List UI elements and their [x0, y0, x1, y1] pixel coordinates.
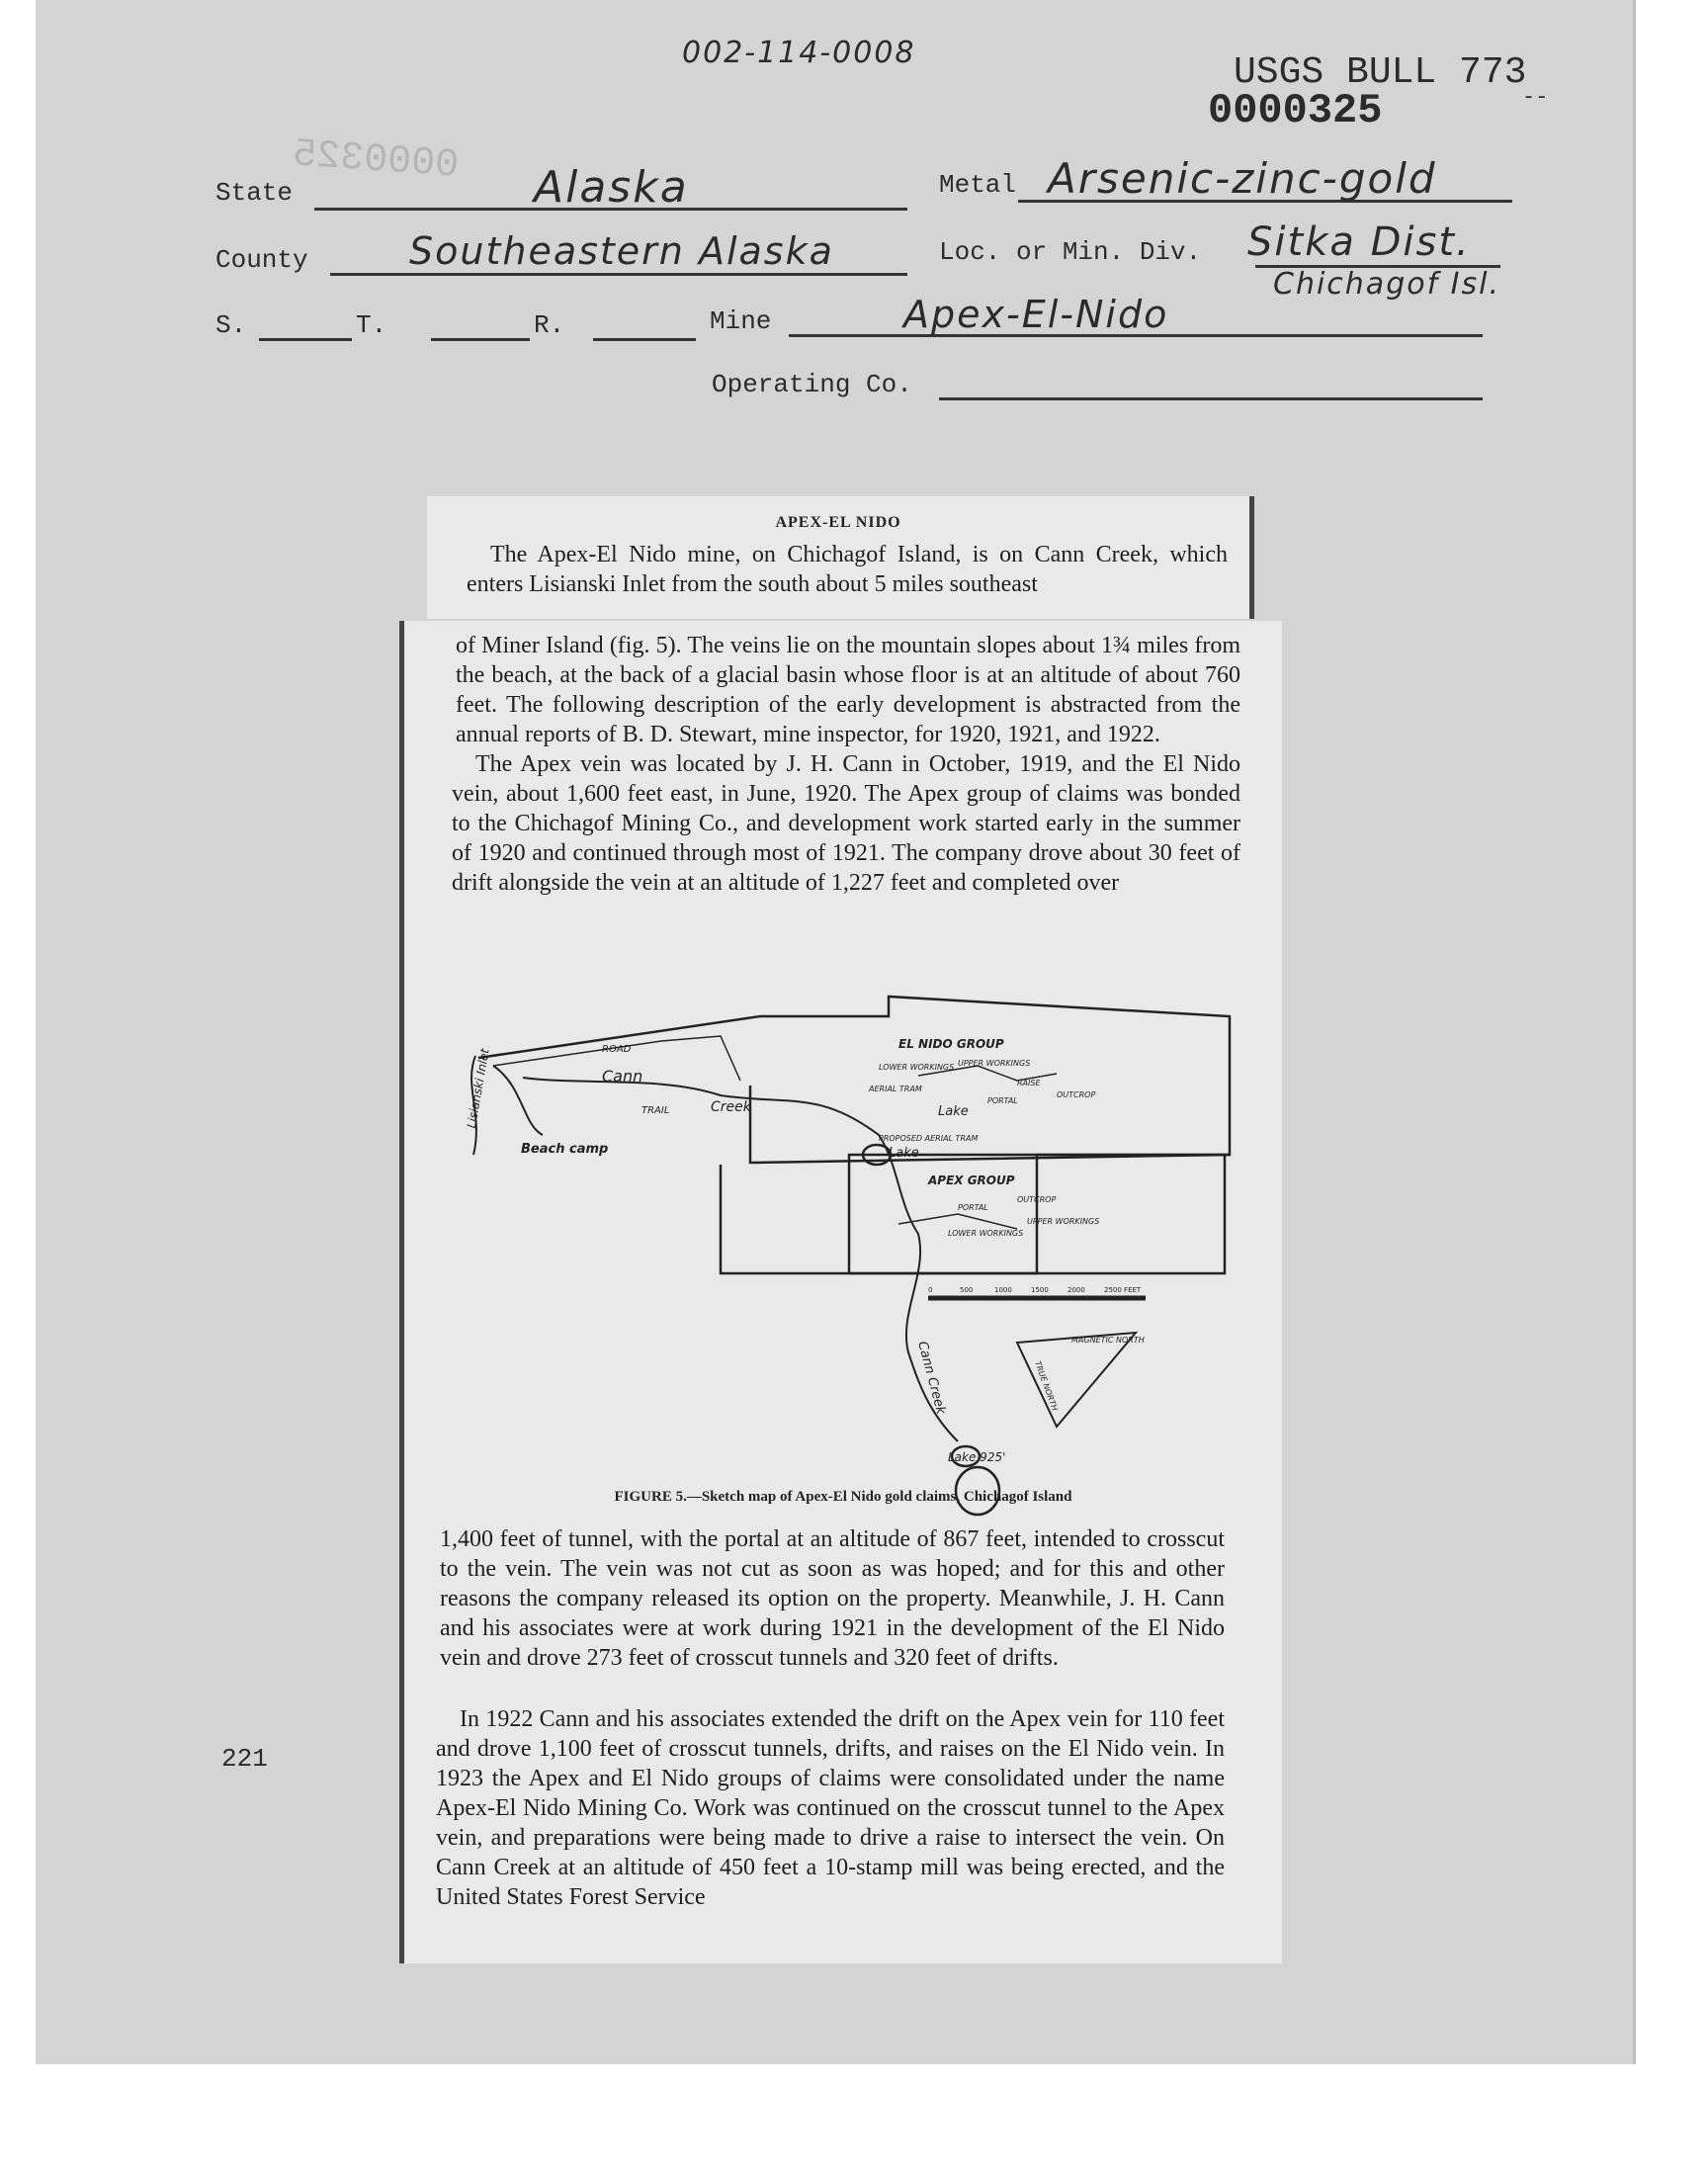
scale-label-500: 500 [960, 1286, 974, 1294]
serial-number: 0000325 [1208, 87, 1383, 134]
map-label-lower-workings-2: LOWER WORKINGS [948, 1229, 1024, 1238]
map-label-cann-creek: Cann Creek [914, 1340, 949, 1417]
map-label-portal-1: PORTAL [987, 1096, 1018, 1105]
operating-co-label: Operating Co. [712, 370, 912, 399]
map-label-inlet: Lisianski Inlet [464, 1047, 492, 1130]
sketch-map [464, 987, 1235, 1540]
map-label-trail: TRAIL [641, 1105, 670, 1116]
clipping-top [427, 496, 1254, 619]
clipping-heading: APEX-EL NIDO [775, 514, 901, 531]
serial-dash: -- [1522, 85, 1549, 110]
map-label-upper-workings-2: UPPER WORKINGS [1027, 1217, 1100, 1226]
clipping-main [399, 621, 1282, 1963]
township-label: T. [356, 310, 387, 340]
map-label-magnetic-north: MAGNETIC NORTH [1071, 1336, 1145, 1345]
mine-value: Apex-El-Nido [903, 293, 1169, 336]
mirrored-serial: 0000325 [291, 132, 461, 189]
clipping-paragraph-2: of Miner Island (fig. 5). The veins lie on the mountain slopes about 1¾ miles from the beach, at the back of a glacial basin whose floor is at an altitude of about 760 feet. The following description of the early development is abstracted from the annual reports of B. D. Stewart, mine inspector, for 1920, 1921, and 1922. [456, 633, 1240, 747]
bulletin-label: USGS BULL 773 [1234, 51, 1527, 94]
map-label-raise: RAISE [1017, 1079, 1041, 1088]
mine-label: Mine [710, 306, 772, 336]
map-label-lake-1: Lake [938, 1104, 969, 1119]
map-label-upper-workings-1: UPPER WORKINGS [958, 1059, 1031, 1068]
state-value: Alaska [534, 162, 689, 213]
metal-label: Metal [939, 170, 1017, 200]
map-label-road: ROAD [602, 1044, 632, 1055]
map-label-lake-925: Lake 925' [948, 1450, 1006, 1464]
clipping-paragraph-3: The Apex vein was located by J. H. Cann in October, 1919, and the El Nido vein, about 1,600 feet east, in June, 1920. The Apex group of claims was bonded to the Chichagof Mining Co., and development work started early in the summer of 1920 and continued through most of 1921. The company drove about 30 feet of drift alongside the vein at an altitude of 1,227 feet and completed over [452, 751, 1240, 896]
section-label: S. [215, 310, 247, 340]
map-label-lower-workings-1: LOWER WORKINGS [879, 1063, 955, 1072]
handwritten-reference: 002-114-0008 [682, 36, 916, 70]
loc-value-2: Chichagof Isl. [1273, 267, 1501, 302]
map-label-lake-2: Lake [889, 1146, 919, 1161]
scale-label-1000: 1000 [994, 1286, 1012, 1294]
map-label-outcrop-2: OUTCROP [1017, 1195, 1057, 1204]
state-label: State [215, 178, 294, 208]
county-value: Southeastern Alaska [409, 229, 834, 273]
map-label-beach-camp: Beach camp [521, 1142, 609, 1157]
loc-value: Sitka Dist. [1247, 219, 1471, 265]
map-label-outcrop-1: OUTCROP [1057, 1090, 1096, 1099]
map-label-aerial-tram: AERIAL TRAM [869, 1085, 922, 1093]
map-label-creek: Creek [711, 1099, 751, 1115]
map-label-cann: Cann [602, 1067, 643, 1086]
map-label-portal-2: PORTAL [958, 1203, 988, 1212]
clipping-paragraph-1: The Apex-El Nido mine, on Chichagof Island, is on Cann Creek, which enters Lisianski Inlet from the south about 5 miles southeast [467, 542, 1228, 597]
clipping-paragraph-5: In 1922 Cann and his associates extended the drift on the Apex vein for 110 feet and drove 1,100 feet of crosscut tunnels, drifts, and raises on the El Nido vein. In 1923 the Apex and El Nido groups of claims were consolidated under the name Apex-El Nido Mining Co. Work was continued on the crosscut tunnel to the Apex vein, and preparations were being made to drive a raise to intersect the vein. On Cann Creek at an altitude of 450 feet a 10-stamp mill was being erected, and the United States Forest Service [436, 1706, 1225, 1910]
map-caption: FIGURE 5.—Sketch map of Apex-El Nido gold claims, Chichagof Island [614, 1489, 1072, 1505]
scale-label-1500: 1500 [1031, 1286, 1049, 1294]
loc-label: Loc. or Min. Div. [939, 237, 1202, 267]
clipping-paragraph-4: 1,400 feet of tunnel, with the portal at an altitude of 867 feet, intended to crosscut to the vein. The vein was not cut as soon as was hoped; and for this and other reasons the company released its option on the property. Meanwhile, J. H. Cann and his associates were at work during 1921 in the development of the El Nido vein and drove 273 feet of crosscut tunnels and 320 feet of drifts. [440, 1526, 1225, 1671]
page-number: 221 [221, 1744, 268, 1774]
county-label: County [215, 245, 308, 275]
map-label-el-nido: EL NIDO GROUP [898, 1037, 1004, 1051]
range-label: R. [534, 310, 565, 340]
scale-label-2500: 2500 FEET [1104, 1286, 1142, 1294]
map-label-proposed-tram: PROPOSED AERIAL TRAM [879, 1134, 979, 1143]
metal-value: Arsenic-zinc-gold [1048, 154, 1437, 203]
scale-label-0: 0 [928, 1286, 933, 1294]
scale-label-2000: 2000 [1068, 1286, 1085, 1294]
map-label-true-north: TRUE NORTH [1033, 1359, 1060, 1413]
map-label-apex: APEX GROUP [928, 1174, 1015, 1187]
